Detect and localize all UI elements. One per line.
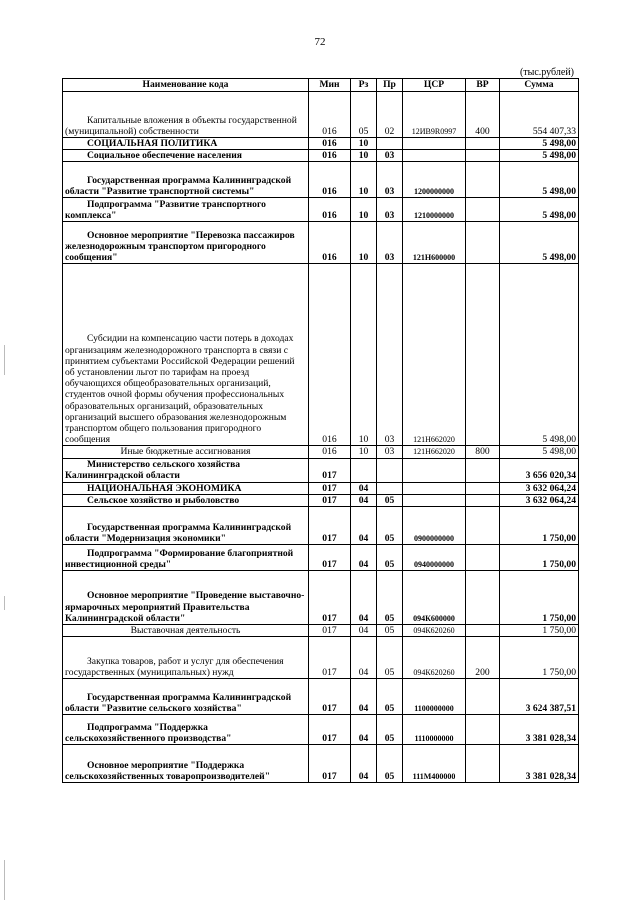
rz-cell: 04 bbox=[351, 715, 377, 745]
rz-cell: 04 bbox=[351, 637, 377, 679]
table-row bbox=[63, 679, 579, 715]
scan-mark bbox=[4, 596, 5, 610]
header-csr: ЦСР bbox=[403, 79, 466, 92]
sum-cell: 3 381 028,34 bbox=[500, 715, 579, 745]
name-cell bbox=[63, 482, 309, 494]
scan-mark bbox=[4, 860, 5, 900]
table-row bbox=[63, 150, 579, 162]
vr-cell bbox=[466, 507, 500, 545]
header-sum: Сумма bbox=[500, 79, 579, 92]
sum-cell: 1 750,00 bbox=[500, 545, 579, 571]
name-cell bbox=[63, 545, 309, 571]
csr-cell: 1210000000 bbox=[403, 198, 466, 222]
name-cell bbox=[63, 138, 309, 150]
pr-cell: 03 bbox=[377, 162, 403, 198]
header-rz: Рз bbox=[351, 79, 377, 92]
rz-cell: 10 bbox=[351, 446, 377, 458]
sum-cell: 1 750,00 bbox=[500, 507, 579, 545]
rz-cell: 10 bbox=[351, 222, 377, 264]
budget-table bbox=[62, 78, 579, 783]
vr-cell bbox=[466, 150, 500, 162]
table-row bbox=[63, 545, 579, 571]
min-cell: 017 bbox=[309, 482, 351, 494]
rz-cell: 04 bbox=[351, 679, 377, 715]
min-cell: 017 bbox=[309, 458, 351, 482]
vr-cell bbox=[466, 138, 500, 150]
pr-cell: 03 bbox=[377, 264, 403, 446]
sum-cell: 1 750,00 bbox=[500, 637, 579, 679]
rz-cell: 10 bbox=[351, 150, 377, 162]
rz-cell: 04 bbox=[351, 571, 377, 625]
row-label: Сельское хозяйство и рыболовство bbox=[87, 494, 240, 506]
name-cell bbox=[63, 745, 309, 783]
min-cell: 017 bbox=[309, 637, 351, 679]
header-vr: ВР bbox=[466, 79, 500, 92]
row-label: Основное мероприятие "Перевозка пассажиров железнодорожным транспортом пригородного сообщения" bbox=[65, 229, 295, 264]
pr-cell: 02 bbox=[377, 92, 403, 138]
pr-cell bbox=[377, 482, 403, 494]
min-cell: 017 bbox=[309, 715, 351, 745]
row-label: Основное мероприятие "Поддержка сельскохозяйственных товаропроизводителей" bbox=[65, 759, 271, 783]
sum-cell: 3 381 028,34 bbox=[500, 745, 579, 783]
sum-cell: 3 632 064,24 bbox=[500, 494, 579, 506]
pr-cell: 05 bbox=[377, 494, 403, 506]
row-label: Подпрограмма "Развитие транспортного комплекса" bbox=[65, 199, 266, 222]
name-cell bbox=[63, 446, 309, 458]
pr-cell: 05 bbox=[377, 679, 403, 715]
sum-cell: 5 498,00 bbox=[500, 446, 579, 458]
table-row bbox=[63, 715, 579, 745]
csr-cell bbox=[403, 482, 466, 494]
min-cell: 016 bbox=[309, 198, 351, 222]
rz-cell: 10 bbox=[351, 198, 377, 222]
row-label: Подпрограмма "Поддержка сельскохозяйственного производства" bbox=[65, 721, 232, 745]
table-row bbox=[63, 198, 579, 222]
rz-cell: 04 bbox=[351, 482, 377, 494]
csr-cell: 094К620260 bbox=[403, 625, 466, 637]
name-cell bbox=[63, 507, 309, 545]
min-cell: 016 bbox=[309, 162, 351, 198]
rz-cell: 10 bbox=[351, 264, 377, 446]
row-label: Закупка товаров, работ и услуг для обеспечения государственных (муниципальных) нужд bbox=[65, 655, 284, 679]
row-label: СОЦИАЛЬНАЯ ПОЛИТИКА bbox=[87, 138, 218, 149]
pr-cell: 03 bbox=[377, 198, 403, 222]
row-label: Основное мероприятие "Проведение выставочно-ярмарочных мероприятий Правительства Калининградской области" bbox=[65, 590, 305, 624]
table-row bbox=[63, 571, 579, 625]
row-label: Государственная программа Калининградской области "Развитие сельского хозяйства" bbox=[65, 691, 292, 715]
name-cell bbox=[63, 150, 309, 162]
table-row bbox=[63, 637, 579, 679]
sum-cell: 1 750,00 bbox=[500, 571, 579, 625]
table-row bbox=[63, 138, 579, 150]
table-row bbox=[63, 446, 579, 458]
table-row bbox=[63, 92, 579, 138]
name-cell bbox=[63, 679, 309, 715]
csr-cell: 1100000000 bbox=[403, 679, 466, 715]
vr-cell bbox=[466, 679, 500, 715]
scan-mark bbox=[4, 345, 5, 375]
sum-cell: 554 407,33 bbox=[500, 92, 579, 138]
name-cell bbox=[63, 715, 309, 745]
row-label: Социальное обеспечение населения bbox=[87, 150, 242, 162]
min-cell: 017 bbox=[309, 625, 351, 637]
name-cell bbox=[63, 494, 309, 506]
vr-cell: 400 bbox=[466, 92, 500, 138]
sum-cell: 1 750,00 bbox=[500, 625, 579, 637]
min-cell: 017 bbox=[309, 571, 351, 625]
csr-cell: 094К620260 bbox=[403, 637, 466, 679]
rz-cell: 10 bbox=[351, 138, 377, 150]
csr-cell: 111М400000 bbox=[403, 745, 466, 783]
units-label: (тыс.рублей) bbox=[519, 67, 574, 78]
vr-cell bbox=[466, 264, 500, 446]
sum-cell: 5 498,00 bbox=[500, 150, 579, 162]
row-label: Государственная программа Калининградской области "Модернизация экономики" bbox=[65, 521, 292, 544]
csr-cell: 121Н662020 bbox=[403, 446, 466, 458]
row-label: Иные бюджетные ассигнования bbox=[120, 446, 251, 458]
vr-cell bbox=[466, 745, 500, 783]
sum-cell: 3 656 020,34 bbox=[500, 458, 579, 482]
sum-cell: 3 632 064,24 bbox=[500, 482, 579, 494]
min-cell: 016 bbox=[309, 446, 351, 458]
min-cell: 017 bbox=[309, 679, 351, 715]
pr-cell bbox=[377, 138, 403, 150]
pr-cell: 03 bbox=[377, 446, 403, 458]
name-cell bbox=[63, 637, 309, 679]
pr-cell bbox=[377, 458, 403, 482]
csr-cell: 1110000000 bbox=[403, 715, 466, 745]
rz-cell bbox=[351, 458, 377, 482]
table-row bbox=[63, 745, 579, 783]
vr-cell bbox=[466, 222, 500, 264]
row-label: Подпрограмма "Формирование благоприятной инвестиционной среды" bbox=[65, 547, 294, 570]
min-cell: 016 bbox=[309, 138, 351, 150]
header-name: Наименование кода bbox=[63, 79, 309, 92]
table-row bbox=[63, 507, 579, 545]
csr-cell bbox=[403, 458, 466, 482]
sum-cell: 5 498,00 bbox=[500, 264, 579, 446]
header-min: Мин bbox=[309, 79, 351, 92]
vr-cell bbox=[466, 458, 500, 482]
rz-cell: 04 bbox=[351, 545, 377, 571]
name-cell bbox=[63, 625, 309, 637]
csr-cell bbox=[403, 138, 466, 150]
csr-cell bbox=[403, 150, 466, 162]
vr-cell bbox=[466, 715, 500, 745]
name-cell bbox=[63, 264, 309, 446]
csr-cell bbox=[403, 494, 466, 506]
table-row bbox=[63, 162, 579, 198]
pr-cell: 05 bbox=[377, 507, 403, 545]
name-cell bbox=[63, 458, 309, 482]
pr-cell: 03 bbox=[377, 222, 403, 264]
min-cell: 016 bbox=[309, 222, 351, 264]
pr-cell: 05 bbox=[377, 745, 403, 783]
row-label: НАЦИОНАЛЬНАЯ ЭКОНОМИКА bbox=[87, 482, 242, 494]
rz-cell: 04 bbox=[351, 745, 377, 783]
name-cell bbox=[63, 571, 309, 625]
pr-cell: 05 bbox=[377, 571, 403, 625]
table-row bbox=[63, 264, 579, 446]
name-cell bbox=[63, 162, 309, 198]
rz-cell: 04 bbox=[351, 494, 377, 506]
row-label: Субсидии на компенсацию части потерь в доходах организациям железнодорожного транспорта в связи с принятием субъектами Российской Федерации решений об установлении льгот по тарифам на проезд обучающихся общеобразовательных организаций, студентов очной формы обучения профессиональных образовательных организаций, образовательных организаций высшего образования железнодорожным транспортом общего пользования пригородного сообщения bbox=[65, 333, 295, 446]
sum-cell: 5 498,00 bbox=[500, 222, 579, 264]
name-cell bbox=[63, 222, 309, 264]
csr-cell: 121Н662020 bbox=[403, 264, 466, 446]
csr-cell: 0900000000 bbox=[403, 507, 466, 545]
row-label: Выставочная деятельность bbox=[130, 625, 241, 637]
pr-cell: 05 bbox=[377, 625, 403, 637]
vr-cell bbox=[466, 545, 500, 571]
min-cell: 017 bbox=[309, 745, 351, 783]
header-row bbox=[63, 79, 579, 92]
vr-cell bbox=[466, 571, 500, 625]
vr-cell bbox=[466, 625, 500, 637]
table-row bbox=[63, 482, 579, 494]
rz-cell: 05 bbox=[351, 92, 377, 138]
vr-cell bbox=[466, 162, 500, 198]
csr-cell: 094К600000 bbox=[403, 571, 466, 625]
table-row bbox=[63, 458, 579, 482]
sum-cell: 5 498,00 bbox=[500, 138, 579, 150]
min-cell: 016 bbox=[309, 150, 351, 162]
vr-cell bbox=[466, 482, 500, 494]
table-row bbox=[63, 222, 579, 264]
pr-cell: 05 bbox=[377, 637, 403, 679]
min-cell: 016 bbox=[309, 264, 351, 446]
csr-cell: 1200000000 bbox=[403, 162, 466, 198]
sum-cell: 3 624 387,51 bbox=[500, 679, 579, 715]
vr-cell: 800 bbox=[466, 446, 500, 458]
pr-cell: 05 bbox=[377, 545, 403, 571]
table-row bbox=[63, 494, 579, 506]
name-cell bbox=[63, 198, 309, 222]
csr-cell: 0940000000 bbox=[403, 545, 466, 571]
rz-cell: 04 bbox=[351, 625, 377, 637]
sum-cell: 5 498,00 bbox=[500, 162, 579, 198]
name-cell bbox=[63, 92, 309, 138]
csr-cell: 12ИВ9R0997 bbox=[403, 92, 466, 138]
vr-cell bbox=[466, 494, 500, 506]
vr-cell bbox=[466, 198, 500, 222]
sum-cell: 5 498,00 bbox=[500, 198, 579, 222]
min-cell: 017 bbox=[309, 507, 351, 545]
min-cell: 017 bbox=[309, 545, 351, 571]
row-label: Министерство сельского хозяйства Калининградской области bbox=[65, 459, 241, 482]
pr-cell: 03 bbox=[377, 150, 403, 162]
table-row bbox=[63, 625, 579, 637]
csr-cell: 121Н600000 bbox=[403, 222, 466, 264]
rz-cell: 04 bbox=[351, 507, 377, 545]
header-pr: Пр bbox=[377, 79, 403, 92]
pr-cell: 05 bbox=[377, 715, 403, 745]
rz-cell: 10 bbox=[351, 162, 377, 198]
vr-cell: 200 bbox=[466, 637, 500, 679]
page-number: 72 bbox=[314, 36, 326, 48]
row-label: Капитальные вложения в объекты государственной (муниципальной) собственности bbox=[65, 114, 297, 137]
row-label: Государственная программа Калининградской области "Развитие транспортной системы" bbox=[65, 175, 292, 198]
min-cell: 016 bbox=[309, 92, 351, 138]
min-cell: 017 bbox=[309, 494, 351, 506]
